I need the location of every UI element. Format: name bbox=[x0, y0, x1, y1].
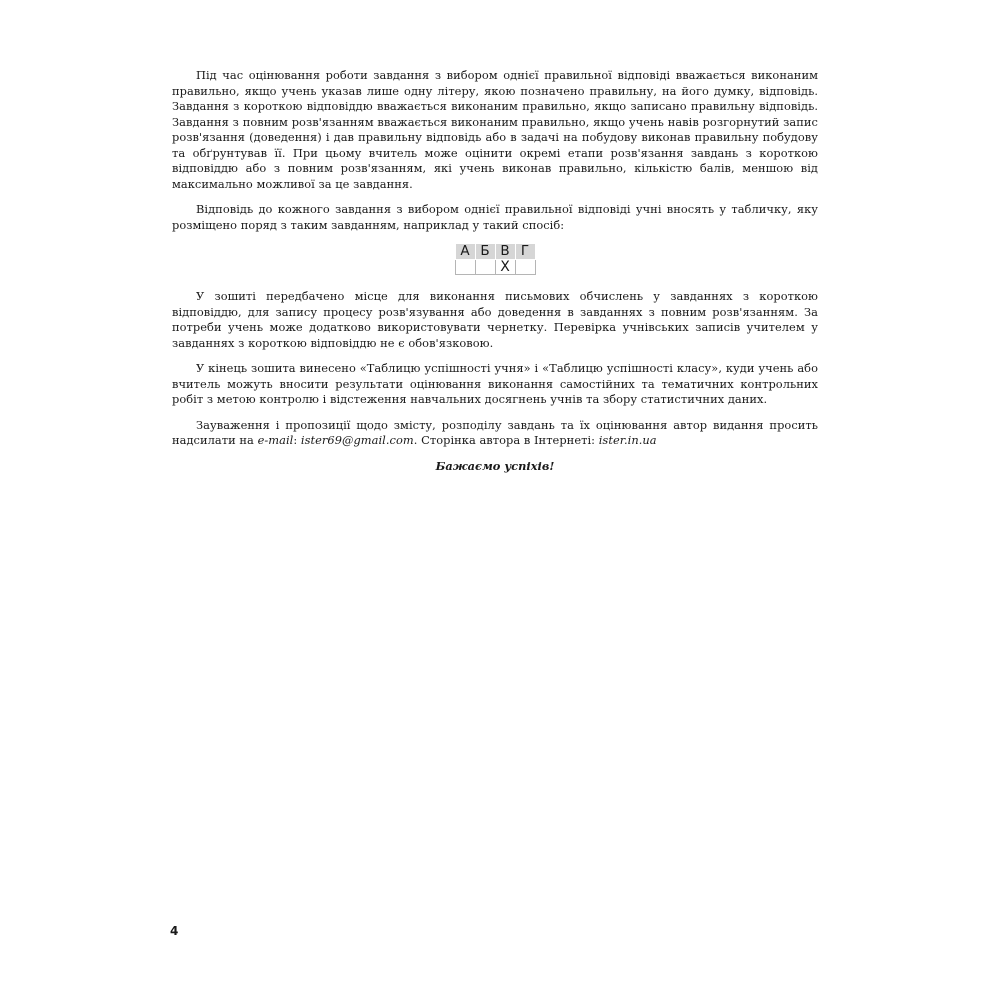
answer-option-b: Б bbox=[475, 244, 495, 260]
answer-cell-v: X bbox=[495, 260, 515, 275]
answer-cell-b bbox=[475, 260, 495, 275]
answer-table bbox=[455, 243, 536, 275]
answer-table-wrapper bbox=[172, 243, 818, 275]
closing-wish: Бажаємо успіхів! bbox=[435, 458, 555, 473]
answer-table-mark-row bbox=[455, 260, 535, 275]
email-address[interactable]: ister69@gmail.com bbox=[300, 433, 414, 447]
paragraph-answer-table-intro: Відповідь до кожного завдання з вибором однієї правильної відповіді учні вносять у табличку, яку розміщено поряд з таким завданням, наприклад у такий спосіб: bbox=[172, 202, 818, 232]
answer-option-g: Г bbox=[515, 244, 535, 260]
paragraph-grading-rules: Під час оцінювання роботи завдання з вибором однієї правильної відповіді вважається виконаним правильно, якщо учень указав лише одну літеру, якою позначено правильну, на його думку, відповідь. Завдання з короткою відповіддю вважається виконаним правильно, якщо записано правильну відповідь. Завдання з повним розв'язанням вважається виконаним правильно, якщо учень навів розгорнутий запис розв'язання (доведення) і дав правильну відповідь або в задачі на побудову виконав правильну побудову та обґрунтував її. При цьому вчитель може оцінити окремі етапи розв'язання завдань з короткою відповіддю або з повним розв'язанням, які учень виконав правильно, кількістю балів, меншою від максимально можливої за це завдання. bbox=[172, 68, 818, 191]
answer-cell-g bbox=[515, 260, 535, 275]
email-label: e-mail bbox=[257, 433, 294, 447]
author-website[interactable]: ister.in.ua bbox=[598, 433, 657, 447]
answer-option-v: В bbox=[495, 244, 515, 260]
paragraph-contacts bbox=[172, 418, 818, 449]
page-content bbox=[172, 68, 818, 473]
page-number: 4 bbox=[170, 924, 179, 938]
answer-option-a: А bbox=[455, 244, 475, 260]
paragraph-workbook-space: У зошиті передбачено місце для виконання письмових обчислень у завданнях з короткою відповіддю, для запису процесу розв'язування або доведення в завданнях з повним розв'язанням. За потреби учень може додатково використовувати чернетку. Перевірка учнівських записів учителем у завданнях з короткою відповіддю не є обов'язковою. bbox=[172, 289, 818, 350]
contacts-text-middle: . Сторінка автора в Інтернеті: bbox=[413, 433, 599, 447]
email-colon: : bbox=[293, 433, 301, 447]
contacts-text-before: Зауваження і пропозиції щодо змісту, розподілу завдань та їх оцінювання автор видання просить надсилати на bbox=[172, 417, 818, 447]
paragraph-progress-tables: У кінець зошита винесено «Таблицю успішності учня» і «Таблицю успішності класу», куди учень або вчитель можуть вносити результати оцінювання виконання самостійних та тематичних контрольних робіт з метою контролю і відстеження навчальних досягнень учнів та збору статистичних даних. bbox=[172, 361, 818, 406]
answer-cell-a bbox=[455, 260, 475, 275]
answer-table-header-row bbox=[455, 244, 535, 260]
